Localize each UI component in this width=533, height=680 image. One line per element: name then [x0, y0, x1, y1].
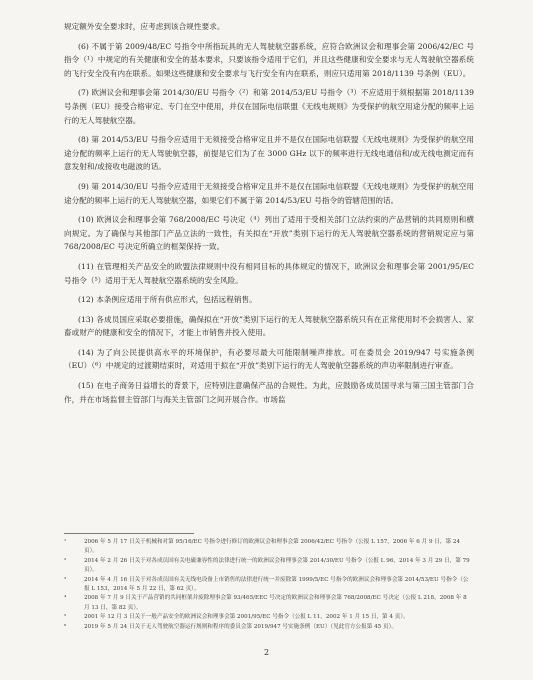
footnote-number: ³	[64, 576, 67, 583]
footnote-text: 2001 年 12 月 3 日关于一般产品安全的欧洲议会和理事会第 2001/95/EC 号指令（公报 L 11，2002 年 1 月 15 日，第 4 页）。	[84, 614, 409, 621]
footnote	[64, 594, 474, 613]
paragraph-12: (12) 本条例应适用于所有供应形式，包括远程销售。	[78, 295, 257, 305]
body-text	[64, 20, 474, 412]
footnote	[64, 623, 474, 632]
paragraph-14: (14) 为了向公民提供高水平的环境保护，有必要尽最大可能限制噪声排放。可在委员会 2019/947 号实施条例（EU）（⁶）中规定的过渡期结束时，对适用于拟在“开放”类别下运行的无人驾驶航空器系统的声功率限制进行审查。	[64, 347, 474, 371]
footnote	[64, 557, 474, 576]
footnote-number: ¹	[64, 539, 67, 545]
footnote-divider	[64, 533, 194, 534]
footnote-text: 2019 年 5 月 24 日关于无人驾驶航空器运行规则和程序的委员会第 2019/947 号实施条例（EU）（见此官方公报第 45 页）。	[84, 623, 397, 630]
paragraph-continuation: 规定额外安全要求时，应考虑到该合规性要求。	[64, 22, 225, 31]
paragraph-15: (15) 在电子商务日益增长的背景下，应特别注意确保产品的合规性。为此，应鼓励各成员国寻求与第三国主管部门合作，并在市场监督主管部门与海关主管部门之间开展合作。市场监	[64, 381, 474, 404]
footnote-number: ²	[64, 557, 67, 564]
footnote-text: 2008 年 7 月 9 日关于产品营销的共同框架并废除理事会第 93/465/EEC 号决定的欧洲议会和理事会第 768/2008/EC 号决定（公报 L 218，2008 年 8 月 13 日，第 82 页）。	[84, 595, 467, 611]
footnote-text: 2014 年 2 月 26 日关于对各成员国有关电磁兼容性的法律进行统一的欧洲议会和理事会第 2014/30/EU 号指令（公报 L 96，2014 年 3 月 29 日，第 79 页）。	[84, 557, 470, 574]
footnote-number: ⁵	[64, 614, 67, 621]
paragraph-7: (7) 欧洲议会和理事会第 2014/30/EU 号指令（²）和第 2014/53/EU 号指令（³）不应适用于须根据第 2018/1139 号条例（EU）接受合格审定、专门在空中使用，并仅在国际电信联盟《无线电规则》为受保护的航空用途分配的频率上运行的无人驾驶航空器。	[64, 88, 474, 125]
footnotes	[64, 538, 474, 632]
page-number: 2	[263, 648, 270, 657]
footnote	[64, 576, 474, 595]
footnote-text: 2014 年 4 月 16 日关于对各成员国有关无线电设备上市销售的法律进行统一并废除第 1999/5/EC 号指令的欧洲议会和理事会第 2014/53/EU 号指令（公报 L 153，2014 年 5 月 22 日，第 62 页）。	[84, 576, 469, 593]
paragraph-13: (13) 各成员国应采取必要措施，确保拟在“开放”类别下运行的无人驾驶航空器系统只有在正常使用时不会损害人、家畜或财产的健康和安全的情况下，才能上市销售并投入使用。	[64, 314, 474, 338]
paragraph-8: (8) 第 2014/53/EU 号指令应适用于无须接受合格审定且并不是仅在国际电信联盟《无线电规则》为受保护的航空用途分配的频率上运行的无人驾驶航空器，前提是它们为了在 3000 GHz 以下的频率进行无线电通信和/或无线电测定而有意发射和/或接收电磁波的话。	[64, 135, 474, 172]
footnote-number: ⁶	[64, 623, 67, 630]
footnote	[64, 538, 474, 557]
footnote	[64, 613, 474, 622]
paragraph-9: (9) 第 2014/30/EU 号指令应适用于无须接受合格审定且并不是仅在国际电信联盟《无线电规则》为受保护的航空用途分配的频率上运行的无人驾驶航空器，如果它们不属于第 2014/53/EU 号指令的管辖范围的话。	[64, 181, 474, 205]
paragraph-6: (6) 不属于第 2009/48/EC 号指令中所指玩具的无人驾驶航空器系统，应符合欧洲议会和理事会第 2006/42/EC 号指令（¹）中规定的有关健康和安全的基本要求，只要该指令适用于它们，并且这些健康和安全要求与无人驾驶航空器系统的飞行安全没有内在联系。如果这些健康和安全要求与飞行安全有内在联系，则应只适用第 2018/1139 号条例（EU）。	[64, 41, 474, 78]
paragraph-11: (11) 在管理相关产品安全的欧盟法律规则中没有相同目标的具体规定的情况下，欧洲议会和理事会第 2001/95/EC 号指令（⁵）适用于无人驾驶航空器系统的安全风险。	[64, 261, 474, 285]
footnote-number: ⁴	[64, 595, 67, 602]
footnote-text: 2006 年 5 月 17 日关于机械和对第 95/16/EC 号指令进行修订的欧洲议会和理事会第 2006/42/EC 号指令（公报 L 157，2006 年 6 月 9 日，第 24 页）。	[84, 539, 461, 555]
paragraph-10: (10) 欧洲议会和理事会第 768/2008/EC 号决定（⁴）列出了适用于受相关部门立法约束的产品营销的共同原则和横向规定。为了确保与其他部门产品立法的一致性，有关拟在“开放”类别下运行的无人驾驶航空器系统的营销规定应与第 768/2008/EC 号决定所确立的框架保持一致。	[64, 215, 474, 252]
